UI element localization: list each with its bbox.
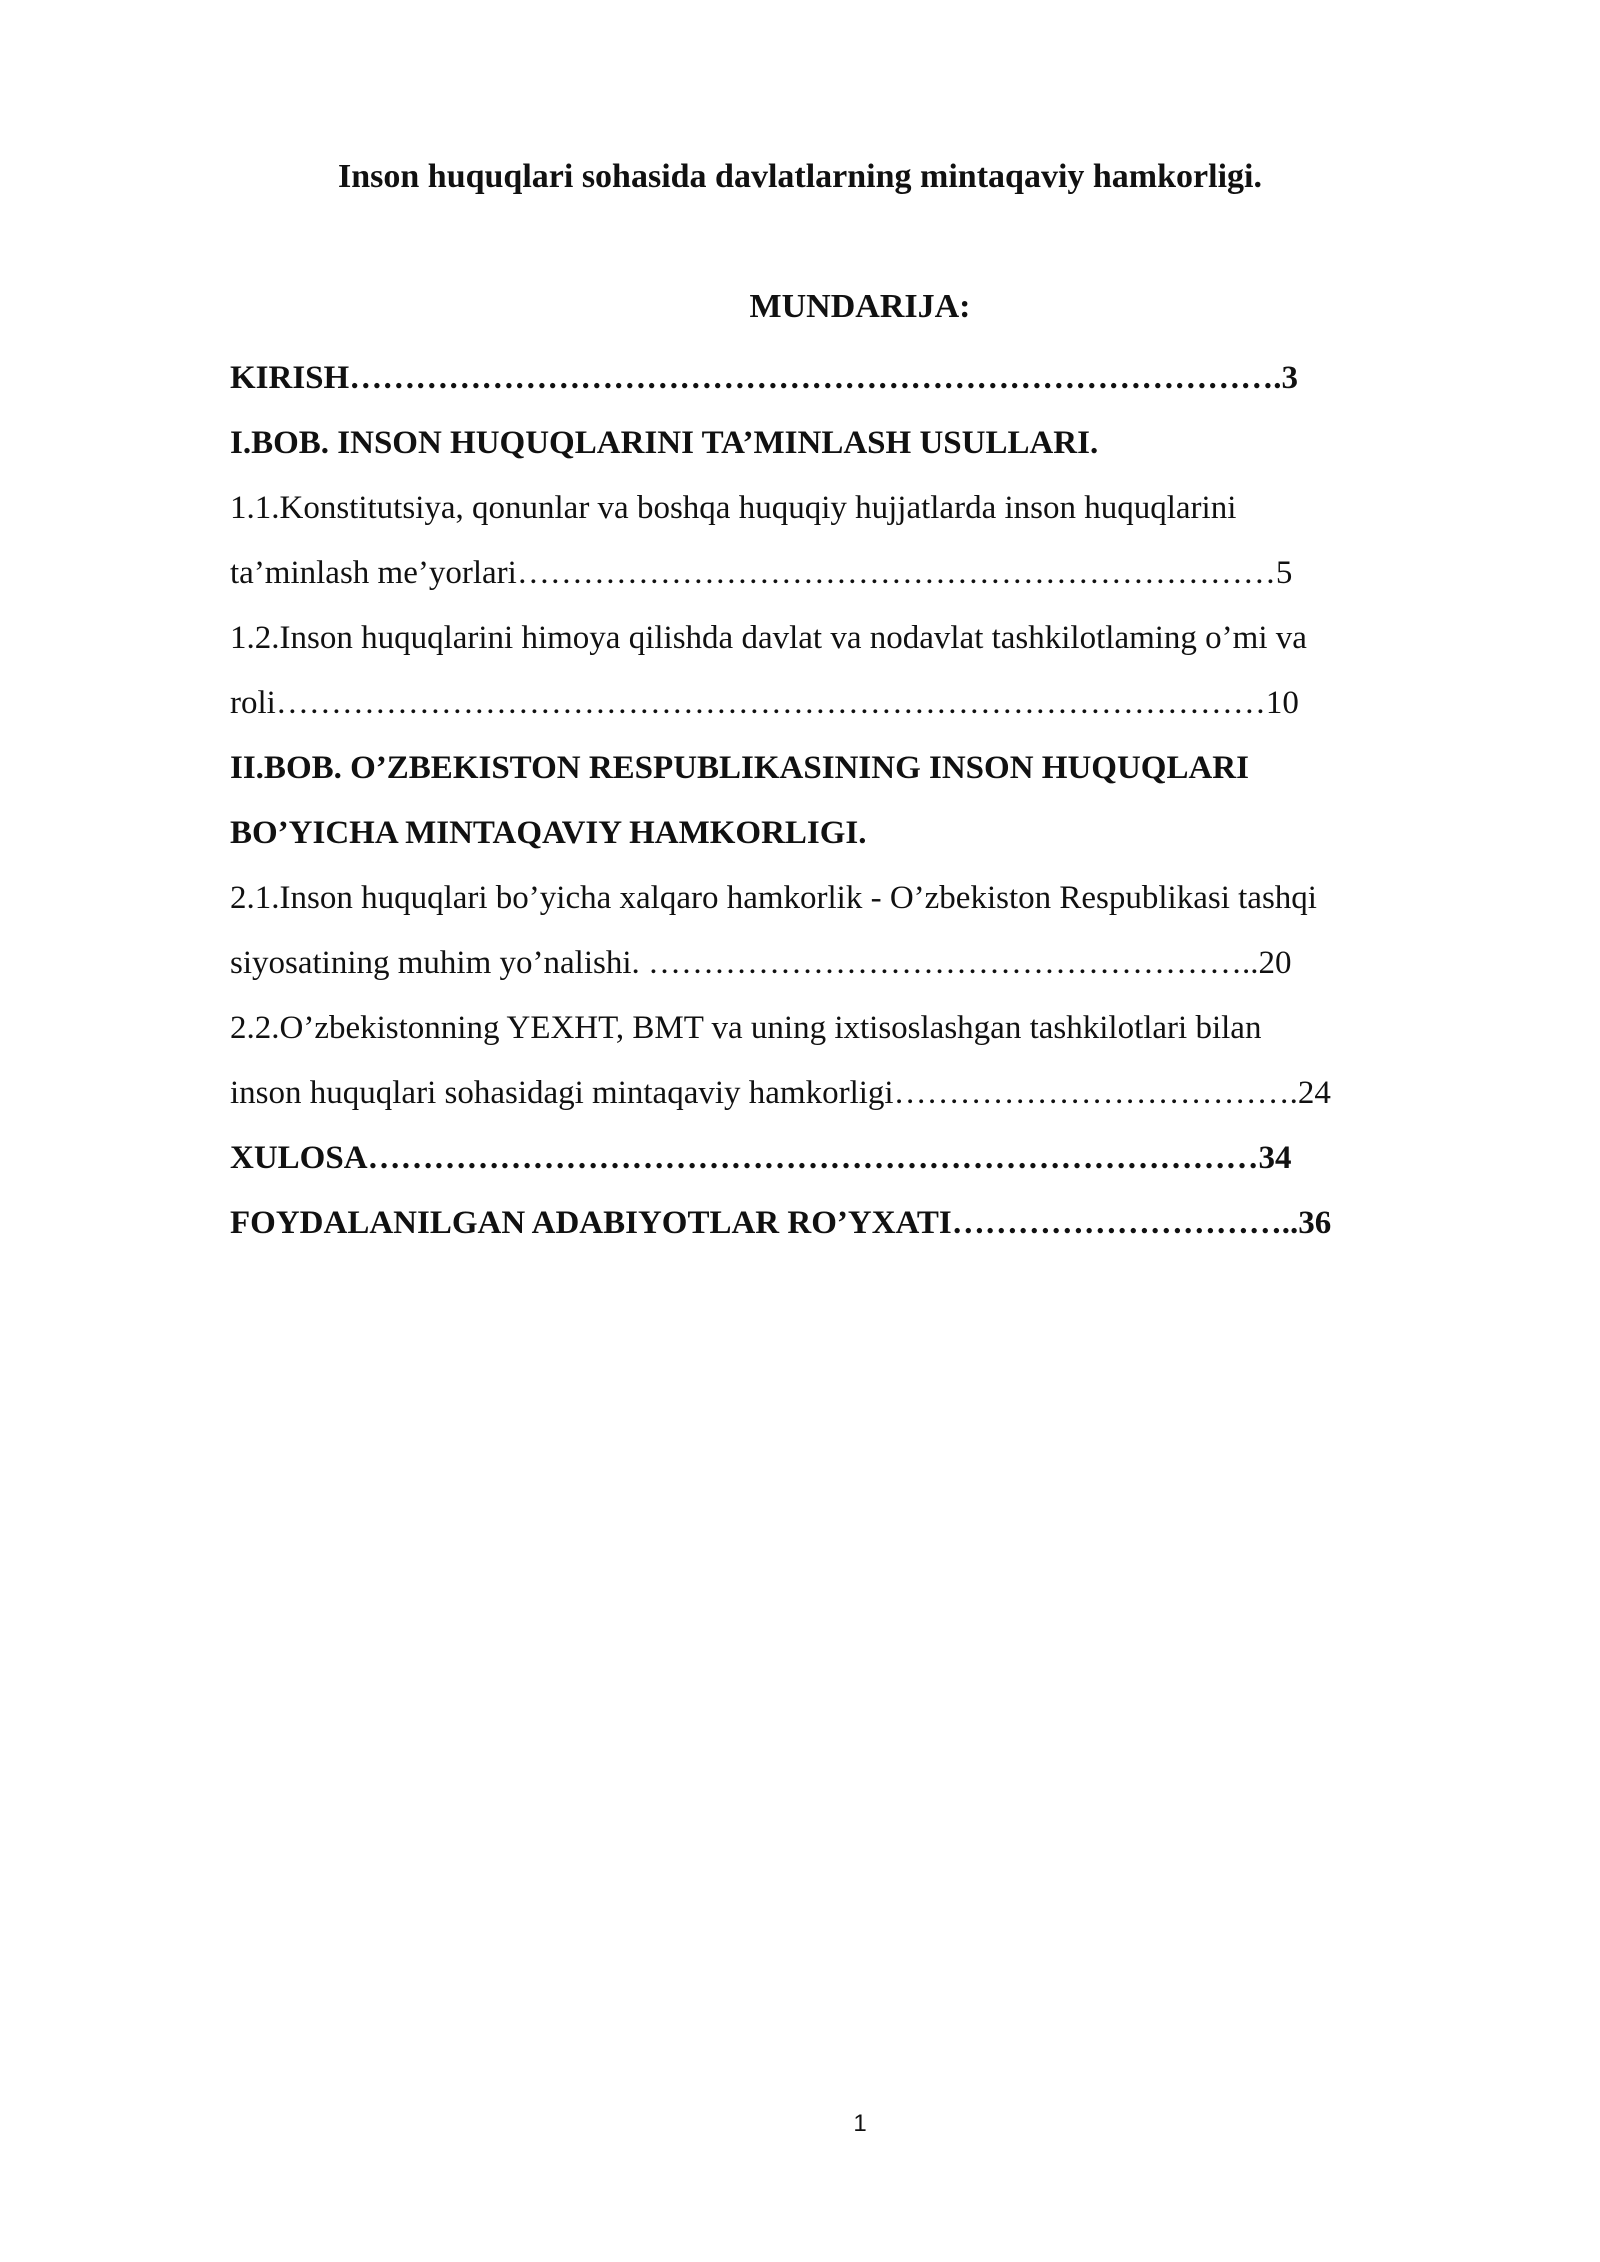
document-title: Inson huquqlari sohasida davlatlarning mintaqaviy hamkorligi. — [338, 158, 1262, 195]
page-number: 1 — [853, 2110, 867, 2137]
toc-section-1-2-cont: roli………………………………………………………………………………10 — [230, 685, 1299, 721]
toc-section-2-1-cont: siyosatining muhim yo’nalishi. ………………………………………………..20 — [230, 945, 1292, 981]
toc-chapter-2-cont: BO’YICHA MINTAQAVIY HAMKORLIGI. — [230, 815, 867, 851]
toc-entry-xulosa: XULOSA………………………………………………………………………34 — [230, 1140, 1292, 1176]
toc-section-2-2: 2.2.O’zbekistonning YEXHT, BMT va uning ixtisoslashgan tashkilotlari bilan — [230, 1010, 1262, 1046]
toc-section-1-2: 1.2.Inson huquqlarini himoya qilishda davlat va nodavlat tashkilotlaming o’mi va — [230, 620, 1307, 656]
toc-chapter-2: II.BOB. O’ZBEKISTON RESPUBLIKASINING INSON HUQUQLARI — [230, 750, 1249, 786]
table-of-contents — [230, 346, 1490, 1256]
toc-entry-references: FOYDALANILGAN ADABIYOTLAR RO’YXATI…………………………..36 — [230, 1205, 1332, 1241]
toc-section-2-2-cont: inson huquqlari sohasidagi mintaqaviy hamkorligi……………………………….24 — [230, 1075, 1331, 1111]
toc-section-2-1: 2.1.Inson huquqlari bo’yicha xalqaro hamkorlik - O’zbekiston Respublikasi tashqi — [230, 880, 1317, 916]
toc-section-1-1-cont: ta’minlash me’yorlari……………………………………………………………5 — [230, 555, 1293, 591]
toc-section-1-1: 1.1.Konstitutsiya, qonunlar va boshqa huquqiy hujjatlarda inson huquqlarini — [230, 490, 1237, 526]
toc-chapter-1: I.BOB. INSON HUQUQLARINI TA’MINLASH USULLARI. — [230, 425, 1099, 461]
toc-entry-kirish: KIRISH………………………………………………………………………….3 — [230, 360, 1298, 396]
toc-heading: MUNDARIJA: — [749, 288, 971, 325]
